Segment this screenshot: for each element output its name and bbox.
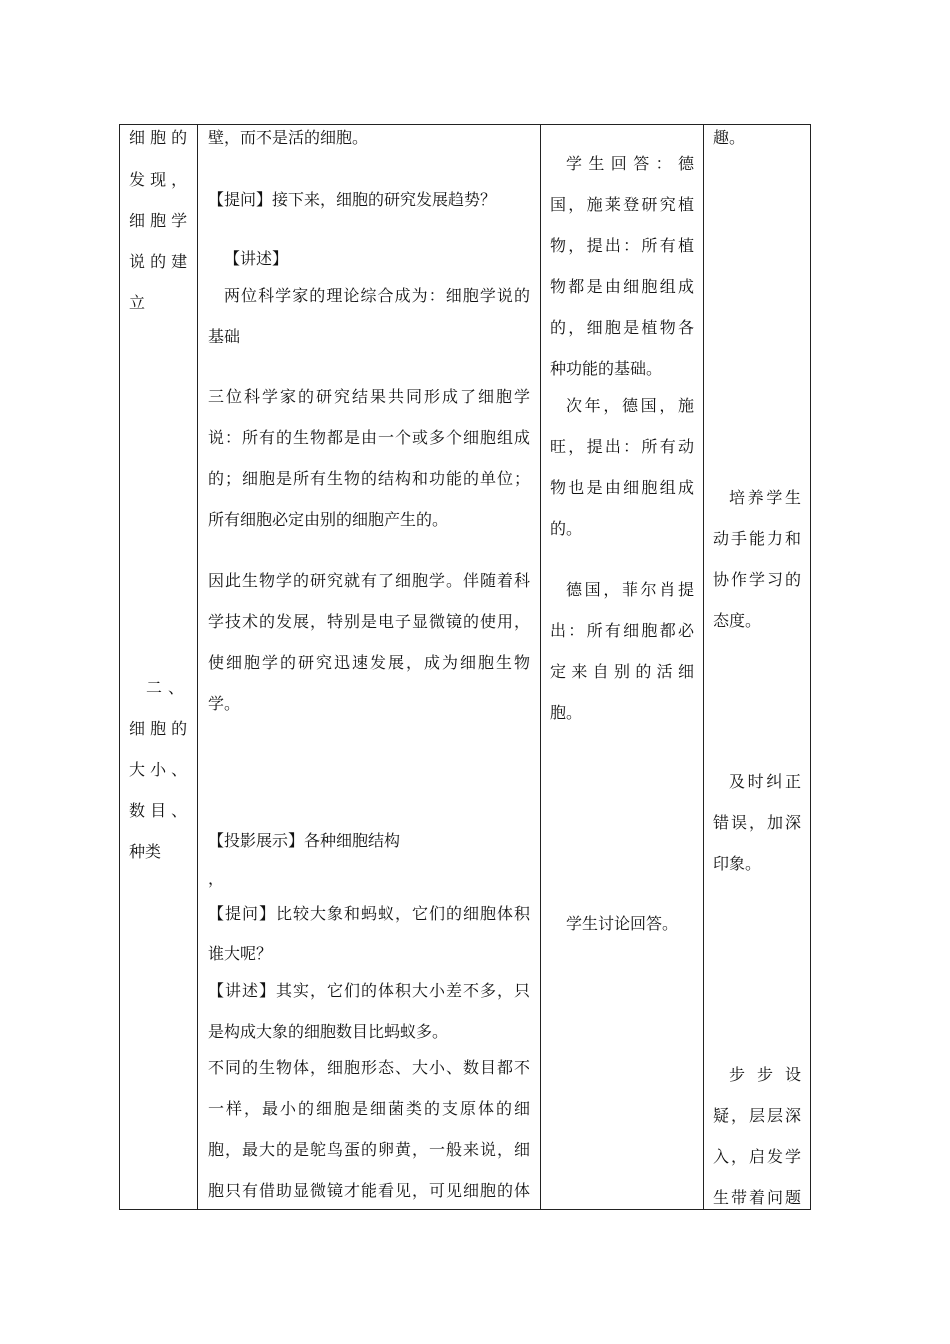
text-line: 定来自别的活细 [550, 662, 694, 681]
student-activity-column [541, 125, 703, 1209]
text-line: 协作学习的 [713, 570, 801, 589]
text-line: 国，施莱登研究植 [550, 195, 694, 214]
text-line: 德国，菲尔肖提 [566, 580, 694, 599]
text-line: 说：所有的生物都是由一个或多个细胞组成 [208, 428, 530, 447]
section-title-line: 细 胞 的 [129, 719, 188, 738]
text-line: 【讲述】其实，它们的体积大小差不多，只 [208, 981, 530, 1000]
text-line: 的。 [550, 519, 583, 538]
text-line: 疑，层层深 [713, 1106, 801, 1125]
text-line: 趣。 [713, 128, 746, 147]
section-title-line: 说 的 建 [129, 252, 188, 271]
section-title-line: 细 胞 的 [129, 128, 188, 147]
text-line: 基础 [208, 327, 241, 346]
section-title-line: 发 现 ， [129, 170, 188, 189]
text-line: 物，提出：所有植 [550, 236, 694, 255]
text-line: 次年，德国，施 [566, 396, 694, 415]
text-line: 培养学生 [729, 488, 801, 507]
text-line: 一样，最小的细胞是细菌类的支原体的细 [208, 1099, 530, 1118]
text-line: 胞只有借助显微镜才能看见，可见细胞的体 [208, 1181, 530, 1200]
text-line: 三位科学家的研究结果共同形成了细胞学 [208, 387, 530, 406]
teacher-activity-column [198, 125, 540, 1209]
section-title-line: 二 、 [146, 678, 184, 697]
text-line: 动手能力和 [713, 529, 801, 548]
text-line: 旺，提出：所有动 [550, 437, 694, 456]
text-line: 出：所有细胞都必 [550, 621, 694, 640]
text-line: 学生讨论回答。 [566, 914, 679, 933]
section-title-line: 大 小 、 [129, 760, 188, 779]
lesson-plan-table [119, 124, 811, 1210]
design-intent-column [704, 125, 810, 1209]
text-line: 学 生 回 答 ： 德 [566, 154, 694, 173]
text-line: 使细胞学的研究迅速发展，成为细胞生物 [208, 653, 530, 672]
text-line: 因此生物学的研究就有了细胞学。伴随着科 [208, 571, 530, 590]
text-line: 是构成大象的细胞数目比蚂蚁多。 [208, 1022, 449, 1041]
text-line: 生带着问题 [713, 1188, 801, 1207]
text-line: 及时纠正 [729, 772, 801, 791]
text-line: 学。 [208, 694, 241, 713]
text-line: 所有细胞必定由别的细胞产生的。 [208, 510, 449, 529]
text-line: 物也是由细胞组成 [550, 478, 694, 497]
text-line: 谁大呢？ [208, 944, 273, 963]
section-column [120, 125, 197, 1209]
text-line: 【提问】比较大象和蚂蚁，它们的细胞体积 [208, 904, 530, 923]
text-line: 不同的生物体，细胞形态、大小、数目都不 [208, 1058, 530, 1077]
text-line: 【提问】接下来，细胞的研究发展趋势？ [208, 190, 497, 209]
text-line: 学技术的发展，特别是电子显微镜的使用， [208, 612, 530, 631]
text-line: 错误，加深 [713, 813, 801, 832]
section-title-line: 细 胞 学 [129, 211, 188, 230]
text-line: 入，启发学 [713, 1147, 801, 1166]
text-line: 物都是由细胞组成 [550, 277, 694, 296]
text-line: 步 步 设 [729, 1065, 801, 1084]
text-line: 壁，而不是活的细胞。 [208, 128, 369, 147]
text-line: 【投影展示】各种细胞结构 [208, 831, 401, 850]
text-line: 胞，最大的是鸵鸟蛋的卵黄，一般来说，细 [208, 1140, 530, 1159]
text-line: ， [208, 869, 225, 888]
text-line: 种功能的基础。 [550, 359, 663, 378]
text-line: 【讲述】 [224, 249, 289, 268]
text-line: 的；细胞是所有生物的结构和功能的单位； [208, 469, 530, 488]
text-line: 印象。 [713, 854, 762, 873]
text-line: 态度。 [713, 611, 762, 630]
text-line: 的，细胞是植物各 [550, 318, 694, 337]
text-line: 两位科学家的理论综合成为：细胞学说的 [224, 286, 530, 305]
section-title-line: 立 [129, 293, 146, 312]
section-title-line: 数 目 、 [129, 801, 188, 820]
text-line: 胞。 [550, 703, 583, 722]
section-title-line: 种类 [129, 842, 162, 861]
